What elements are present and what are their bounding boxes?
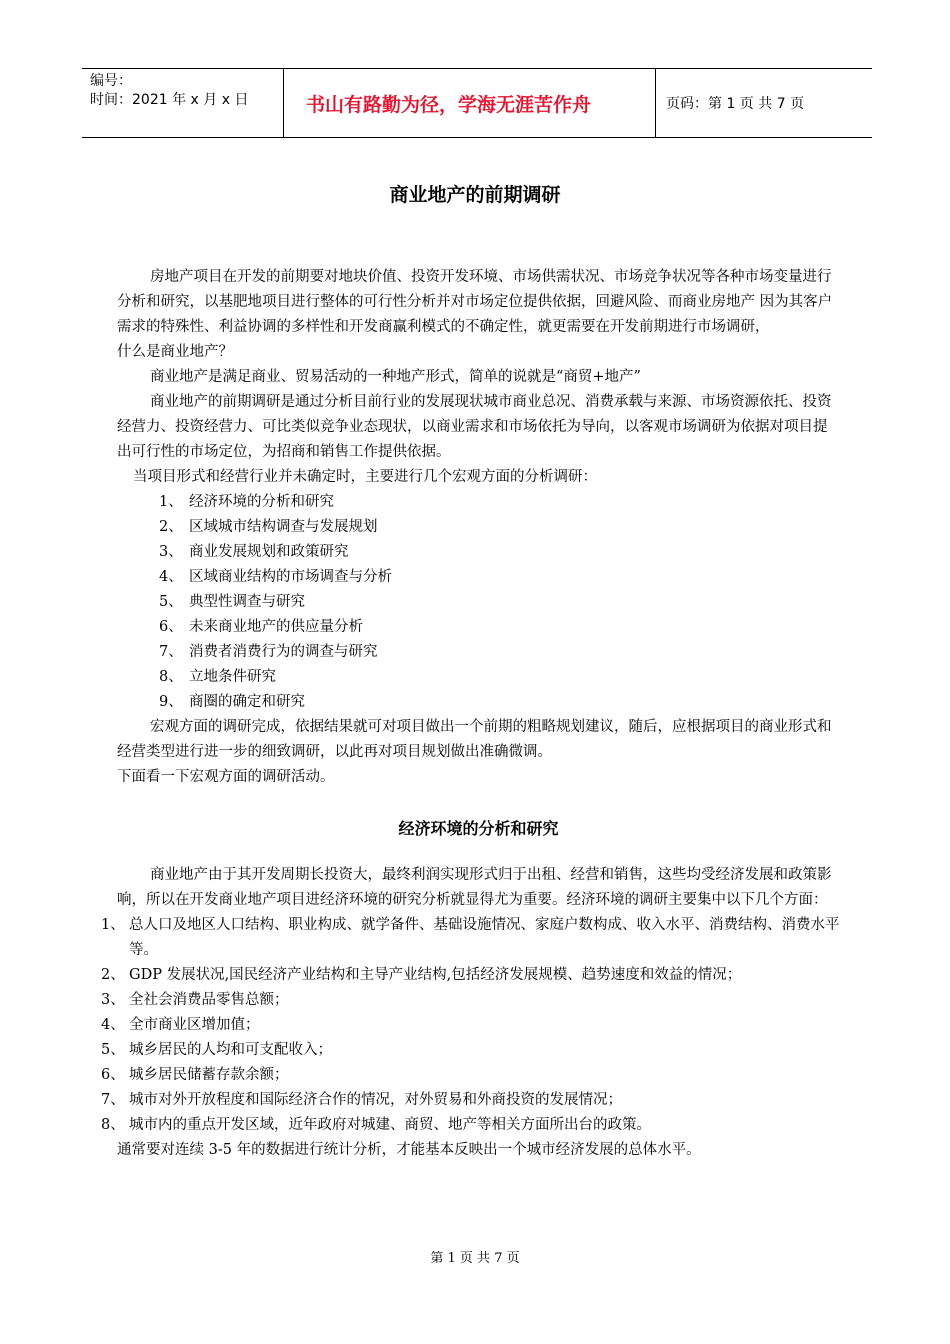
time-label: 时间：2021 年 x 月 x 日 (90, 92, 249, 108)
section-intro: 商业地产由于其开发周期长投资大，最终利润实现形式归于出租、经营和销售，这些均受经济发展和政策影响，所以在开发商业地产项目进经济环境的研究分析就显得尤为重要。经济环境的调研主要集中以下几个方面： (117, 867, 832, 908)
header-table (82, 68, 872, 138)
header-motto: 书山有路勤为径，学海无涯苦作舟 (284, 69, 656, 137)
list-item: 4、 区域商业结构的市场调查与分析 (159, 569, 392, 585)
list-item: 2、 区域城市结构调查与发展规划 (159, 519, 378, 535)
list-item: 3、 全社会消费品零售总额； (101, 992, 289, 1008)
list-item: 3、 商业发展规划和政策研究 (159, 544, 349, 560)
list-item: 7、 消费者消费行为的调查与研究 (159, 644, 378, 660)
list-item: 6、 未来商业地产的供应量分析 (159, 619, 363, 635)
list-item: 9、 商圈的确定和研究 (159, 694, 305, 710)
intro-paragraph-4: 当项目形式和经营行业并未确定时，主要进行几个宏观方面的分析调研： (133, 469, 597, 485)
header-meta (82, 69, 284, 137)
intro-paragraph-2: 商业地产是满足商业、贸易活动的一种地产形式，简单的说就是“商贸+地产” (150, 369, 641, 385)
list-item: 1、 经济环境的分析和研究 (159, 494, 334, 510)
section-closing: 通常要对连续 3-5 年的数据进行统计分析，才能基本反映出一个城市经济发展的总体水平。 (117, 1142, 701, 1158)
macro-list (117, 490, 840, 715)
list-item: 2、 GDP 发展状况,国民经济产业结构和主导产业结构,包括经济发展规模、趋势速度和效益的情况； (101, 967, 742, 983)
after-list-paragraph: 宏观方面的调研完成，依据结果就可对项目做出一个前期的粗略规划建议，随后，应根据项目的商业形式和经营类型进行进一步的细致调研，以此再对项目规划做出准确微调。 (117, 719, 832, 760)
intro-question: 什么是商业地产？ (117, 344, 233, 360)
page-title: 商业地产的前期调研 (389, 184, 561, 206)
list-item: 8、 立地条件研究 (159, 669, 276, 685)
list-item: 8、 城市内的重点开发区域，近年政府对城建、商贸、地产等相关方面所出台的政策。 (101, 1117, 651, 1133)
list-item: 4、 全市商业区增加值； (101, 1017, 260, 1033)
page-footer: 第 1 页 共 7 页 (430, 1251, 520, 1266)
intro-paragraph-3: 商业地产的前期调研是通过分析目前行业的发展现状城市商业总况、消费承载与来源、市场资源依托、投资经营力、投资经营力、可比类似竞争业态现状，以商业需求和市场依托为导向，以客观市场调研为依据对项目提出可行性的市场定位，为招商和销售工作提供依据。 (117, 394, 832, 460)
list-item: 7、 城市对外开放程度和国际经济合作的情况，对外贸易和外商投资的发展情况； (101, 1092, 622, 1108)
list-item: 5、 典型性调查与研究 (159, 594, 305, 610)
document-body (101, 265, 840, 1163)
economic-list (101, 913, 840, 1138)
intro-paragraph-1: 房地产项目在开发的前期要对地块价值、投资开发环境、市场供需状况、市场竞争状况等各种市场变量进行分析和研究，以基肥地项目进行整体的可行性分析并对市场定位提供依据，回避风险、而商业房地产 因为其客户需求的特殊性、利益协调的多样性和开发商赢利模式的不确定性，就更需要在开发前期进行市场调研， (117, 269, 833, 335)
list-item: 5、 城乡居民的人均和可支配收入； (101, 1042, 332, 1058)
section-title: 经济环境的分析和研究 (398, 819, 559, 838)
number-label: 编号： (90, 73, 132, 89)
header-page-label: 页码：第 1 页 共 7 页 (666, 96, 805, 112)
after-list-note: 下面看一下宏观方面的调研活动。 (117, 769, 335, 785)
list-item: 1、 总人口及地区人口结构、职业构成、就学备件、基础设施情况、家庭户数构成、收入水平、消费结构、消费水平等。 (101, 917, 840, 958)
list-item: 6、 城乡居民储蓄存款余额； (101, 1067, 289, 1083)
